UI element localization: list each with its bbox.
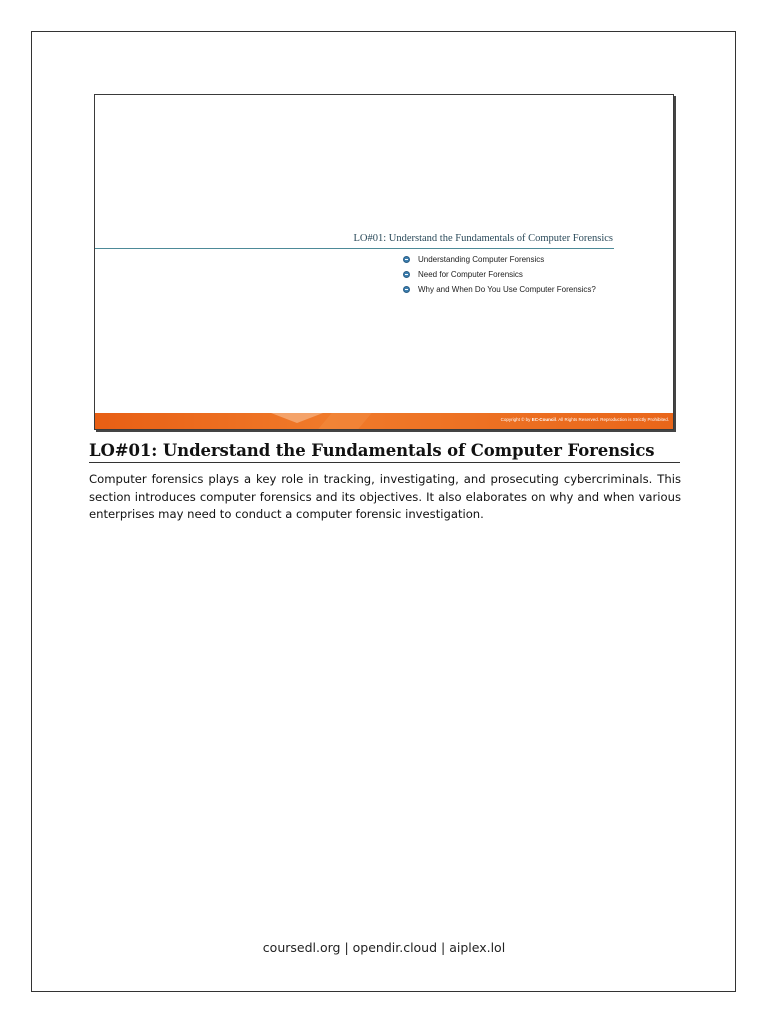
slide-bullet-item [403,285,603,295]
bullet-icon [403,256,410,263]
bullet-icon [403,271,410,278]
copyright-suffix: . All Rights Reserved. Reproduction is Strictly Prohibited. [555,417,669,422]
section-body: Computer forensics plays a key role in tracking, investigating, and prosecuting cybercriminals. This section introduces computer forensics and its objectives. It also elaborates on why and when various enterprises may need to conduct a computer forensic investigation. [89,472,681,521]
slide-title-rule [95,248,614,249]
section-heading: LO#01: Understand the Fundamentals of Computer Forensics [89,441,680,463]
page-footer-links: coursedl.org | opendir.cloud | aiplex.lol [262,940,506,955]
slide-bullet-item [403,255,603,265]
slide-title: LO#01: Understand the Fundamentals of Computer Forensics [353,233,613,244]
slide-bullet-text: Understanding Computer Forensics [418,255,545,264]
copyright-prefix: Copyright © by [500,417,532,422]
slide-bullet-item [403,270,603,280]
footer-notch-decoration [271,413,323,423]
footer-stripe-decoration [318,413,371,429]
slide-bullet-list [403,255,603,300]
slide-bullet-text: Need for Computer Forensics [418,270,523,279]
slide-footer-bar [95,413,673,429]
slide-thumbnail [94,94,674,430]
slide-bullet-text: Why and When Do You Use Computer Forensics? [418,285,596,294]
ec-council-brand: EC-Council [531,417,556,422]
slide-copyright [501,417,669,422]
bullet-icon [403,286,410,293]
